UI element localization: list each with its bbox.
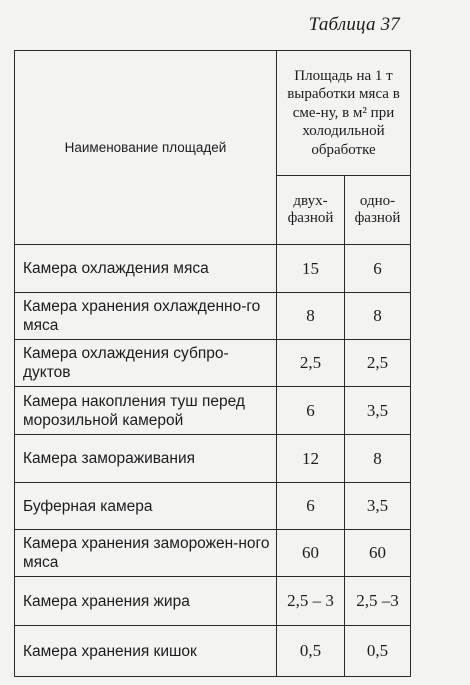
row-one-phase-value: 8: [345, 293, 411, 340]
row-name: Камера охлаждения субпро-дуктов: [15, 340, 277, 387]
table-row: [15, 293, 411, 340]
table-row: [15, 530, 411, 577]
row-one-phase-value: 2,5: [345, 340, 411, 387]
row-name: Камера охлаждения мяса: [15, 245, 277, 293]
table-row: [15, 340, 411, 387]
row-two-phase-value: 2,5: [277, 340, 345, 387]
row-one-phase-value: 8: [345, 435, 411, 483]
row-two-phase-value: 6: [277, 387, 345, 435]
row-one-phase-value: 2,5 –3: [345, 577, 411, 626]
row-name: Камера хранения жира: [15, 577, 277, 626]
table-row: [15, 387, 411, 435]
row-name: Камера накопления туш перед морозильной камерой: [15, 387, 277, 435]
row-one-phase-value: 3,5: [345, 387, 411, 435]
row-name: Буферная камера: [15, 483, 277, 530]
table-row: [15, 245, 411, 293]
row-two-phase-value: 6: [277, 483, 345, 530]
header-name-column: Наименование площадей: [15, 51, 277, 245]
row-two-phase-value: 8: [277, 293, 345, 340]
row-one-phase-value: 60: [345, 530, 411, 577]
table-row: [15, 577, 411, 626]
row-two-phase-value: 15: [277, 245, 345, 293]
row-two-phase-value: 60: [277, 530, 345, 577]
row-name: Камера хранения кишок: [15, 626, 277, 677]
row-one-phase-value: 6: [345, 245, 411, 293]
row-name: Камера замораживания: [15, 435, 277, 483]
areas-table: [14, 50, 411, 677]
header-one-phase: одно-фазной: [345, 176, 411, 245]
row-two-phase-value: 0,5: [277, 626, 345, 677]
table-row: [15, 483, 411, 530]
row-one-phase-value: 3,5: [345, 483, 411, 530]
table-caption: Таблица 37: [308, 14, 400, 35]
row-two-phase-value: 12: [277, 435, 345, 483]
row-name: Камера хранения заморожен-ного мяса: [15, 530, 277, 577]
table-row: [15, 435, 411, 483]
table-row: [15, 626, 411, 677]
header-two-phase: двух-фазной: [277, 176, 345, 245]
header-area-group: Площадь на 1 т выработки мяса в сме-ну, в м² при холодильной обработке: [277, 51, 411, 176]
row-two-phase-value: 2,5 – 3: [277, 577, 345, 626]
row-one-phase-value: 0,5: [345, 626, 411, 677]
row-name: Камера хранения охлажденно-го мяса: [15, 293, 277, 340]
